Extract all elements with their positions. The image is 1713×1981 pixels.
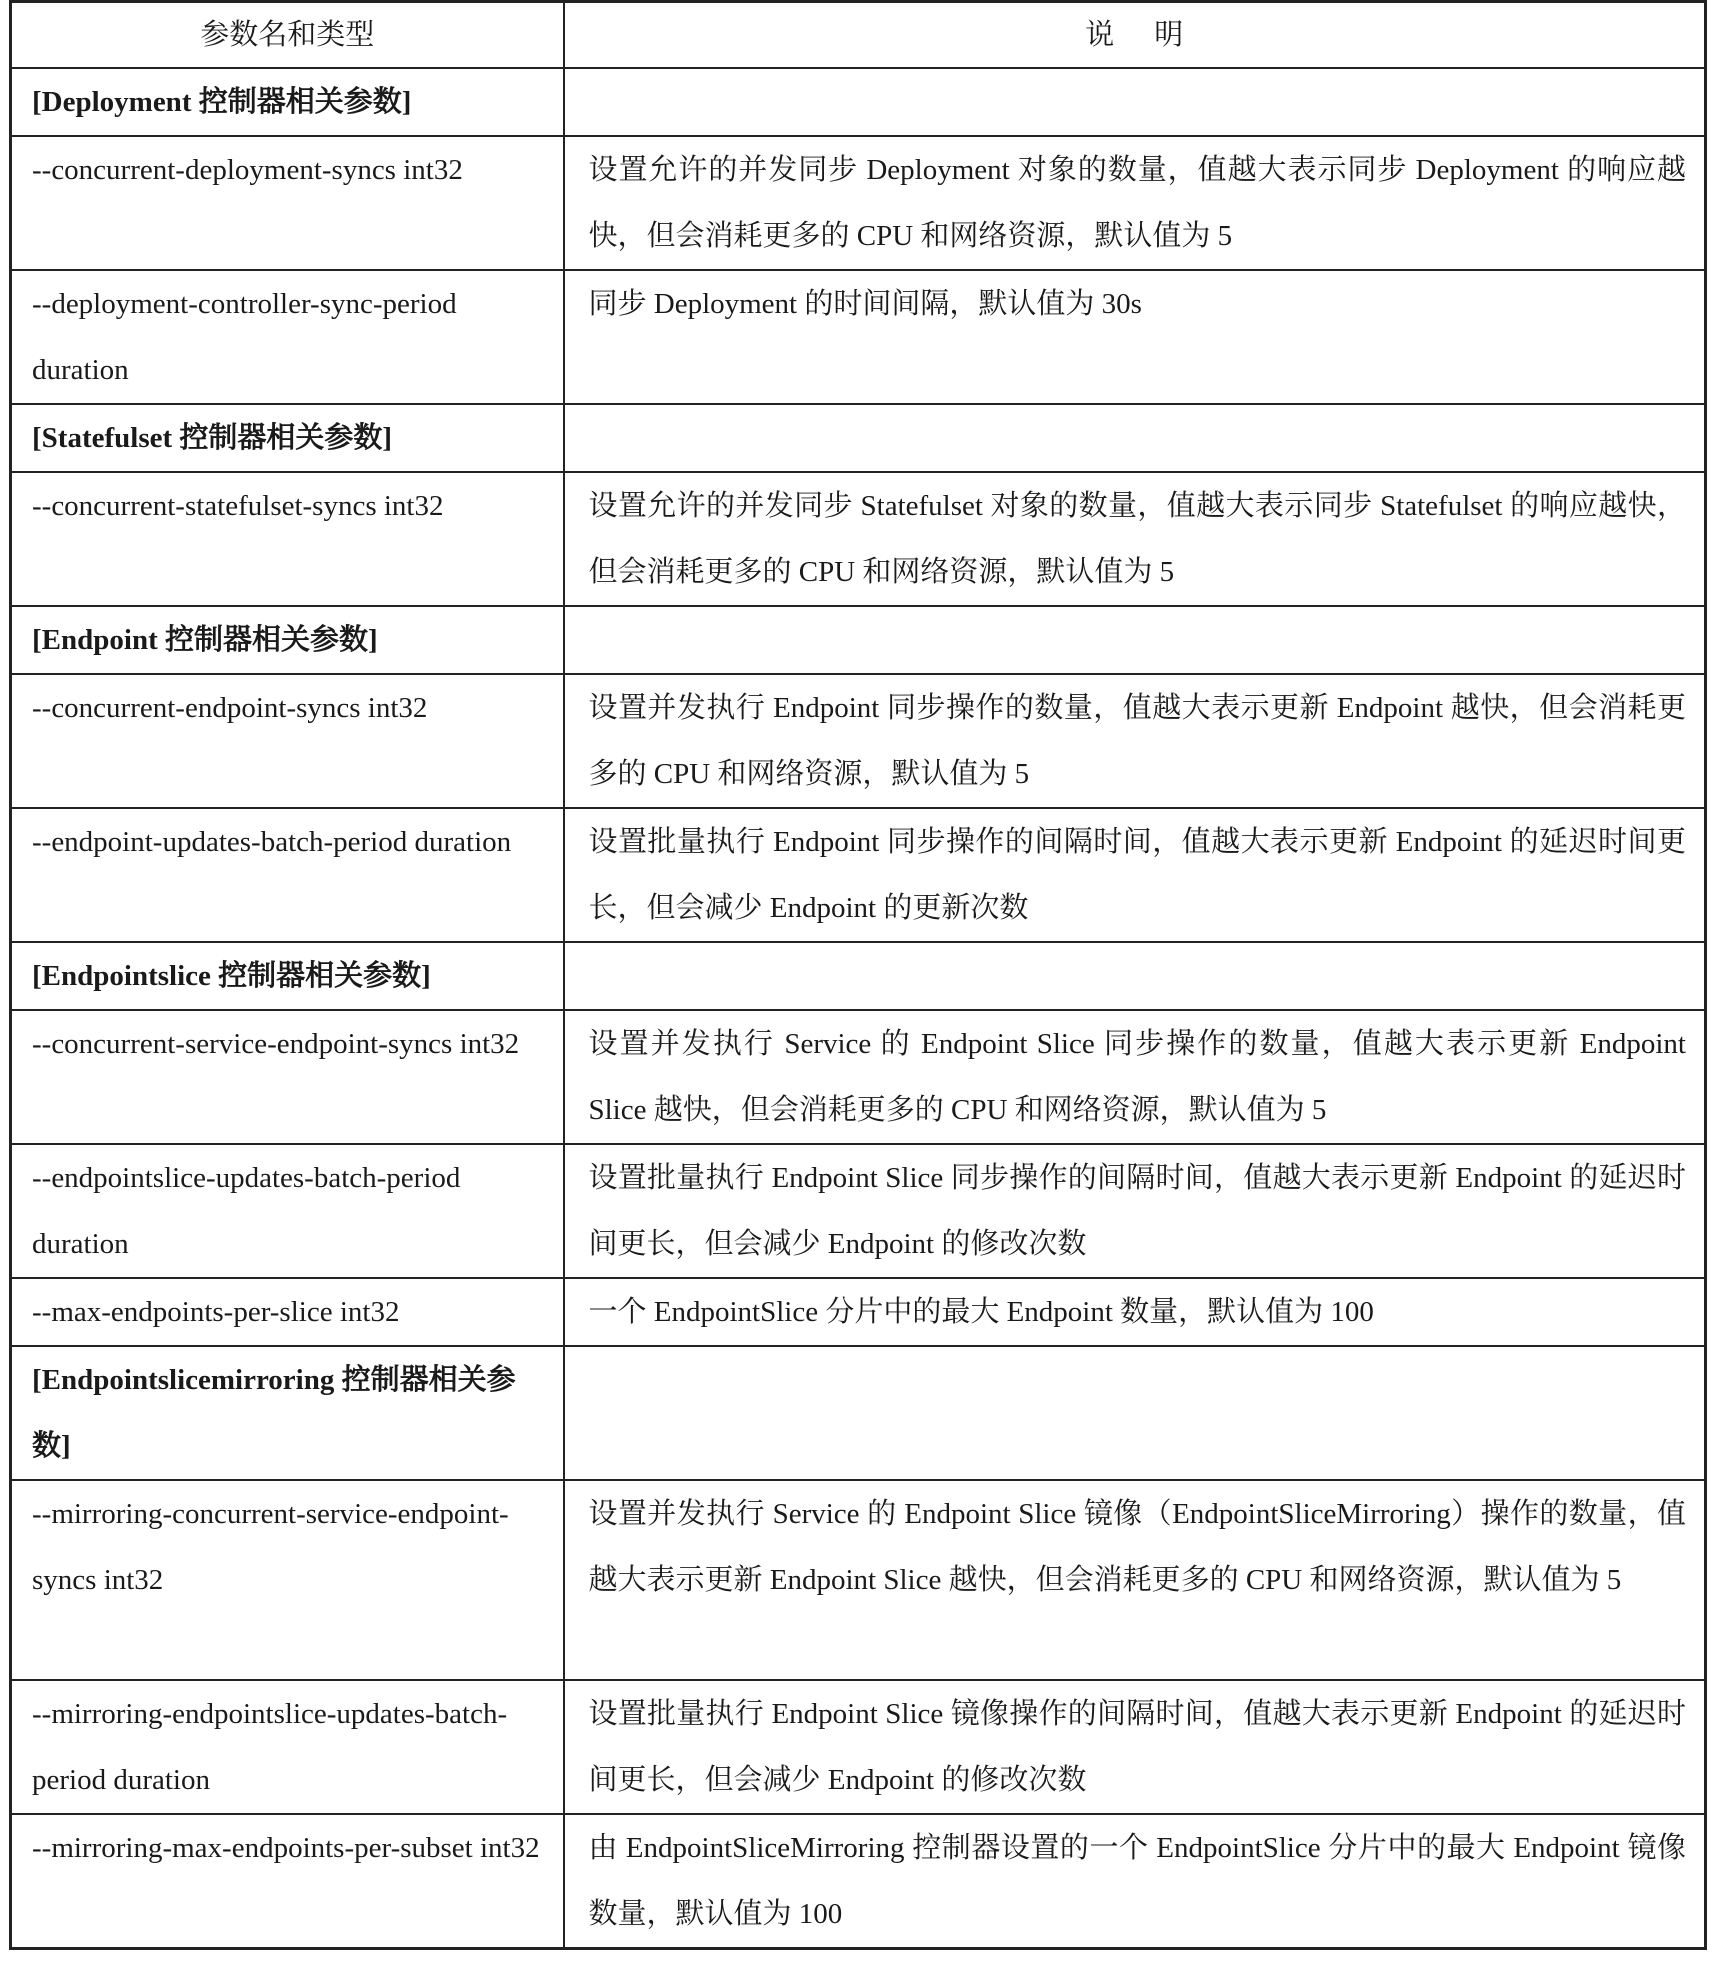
table-header-row — [11, 2, 1706, 69]
param-cell: --mirroring-concurrent-service-endpoint-syncs int32 — [11, 1480, 564, 1680]
parameter-table-container — [9, 0, 1704, 1950]
desc-cell: 设置并发执行 Service 的 Endpoint Slice 镜像（EndpointSliceMirroring）操作的数量，值越大表示更新 Endpoint Slice 越快，但会消耗更多的 CPU 和网络资源，默认值为 5 — [564, 1480, 1706, 1680]
desc-cell — [564, 942, 1706, 1010]
param-cell: --max-endpoints-per-slice int32 — [11, 1278, 564, 1346]
table-row — [11, 1480, 1706, 1680]
header-param: 参数名和类型 — [11, 2, 564, 69]
table-row — [11, 808, 1706, 942]
table-row — [11, 942, 1706, 1010]
table-row — [11, 1278, 1706, 1346]
param-cell: --concurrent-deployment-syncs int32 — [11, 136, 564, 270]
param-cell: --endpoint-updates-batch-period duration — [11, 808, 564, 942]
desc-cell: 设置允许的并发同步 Statefulset 对象的数量，值越大表示同步 Statefulset 的响应越快，但会消耗更多的 CPU 和网络资源，默认值为 5 — [564, 472, 1706, 606]
param-cell: --deployment-controller-sync-period duration — [11, 270, 564, 404]
table-row — [11, 674, 1706, 808]
table-row — [11, 1346, 1706, 1480]
param-cell: --endpointslice-updates-batch-period duration — [11, 1144, 564, 1278]
param-cell: [Deployment 控制器相关参数] — [11, 68, 564, 136]
desc-cell: 设置并发执行 Service 的 Endpoint Slice 同步操作的数量，值越大表示更新 Endpoint Slice 越快，但会消耗更多的 CPU 和网络资源，默认值为 5 — [564, 1010, 1706, 1144]
table-row — [11, 136, 1706, 270]
desc-cell — [564, 68, 1706, 136]
table-row — [11, 1680, 1706, 1814]
param-cell: [Endpoint 控制器相关参数] — [11, 606, 564, 674]
param-cell: [Statefulset 控制器相关参数] — [11, 404, 564, 472]
param-cell: [Endpointslice 控制器相关参数] — [11, 942, 564, 1010]
param-cell: --mirroring-endpointslice-updates-batch-period duration — [11, 1680, 564, 1814]
table-row — [11, 68, 1706, 136]
desc-cell: 设置批量执行 Endpoint Slice 镜像操作的间隔时间，值越大表示更新 Endpoint 的延迟时间更长，但会减少 Endpoint 的修改次数 — [564, 1680, 1706, 1814]
header-desc: 说明 — [564, 2, 1706, 69]
desc-cell: 一个 EndpointSlice 分片中的最大 Endpoint 数量，默认值为 100 — [564, 1278, 1706, 1346]
table-row — [11, 270, 1706, 404]
desc-cell — [564, 1346, 1706, 1480]
desc-cell: 由 EndpointSliceMirroring 控制器设置的一个 EndpointSlice 分片中的最大 Endpoint 镜像数量，默认值为 100 — [564, 1814, 1706, 1949]
table-row — [11, 472, 1706, 606]
table-row — [11, 1010, 1706, 1144]
param-cell: --concurrent-endpoint-syncs int32 — [11, 674, 564, 808]
desc-cell: 设置批量执行 Endpoint Slice 同步操作的间隔时间，值越大表示更新 Endpoint 的延迟时间更长，但会减少 Endpoint 的修改次数 — [564, 1144, 1706, 1278]
table-row — [11, 1814, 1706, 1949]
desc-cell: 设置并发执行 Endpoint 同步操作的数量，值越大表示更新 Endpoint 越快，但会消耗更多的 CPU 和网络资源，默认值为 5 — [564, 674, 1706, 808]
parameter-table — [9, 0, 1707, 1950]
desc-cell: 同步 Deployment 的时间间隔，默认值为 30s — [564, 270, 1706, 404]
table-body — [11, 68, 1706, 1949]
param-cell: --concurrent-service-endpoint-syncs int32 — [11, 1010, 564, 1144]
table-row — [11, 1144, 1706, 1278]
table-row — [11, 606, 1706, 674]
param-cell: [Endpointslicemirroring 控制器相关参数] — [11, 1346, 564, 1480]
param-cell: --mirroring-max-endpoints-per-subset int32 — [11, 1814, 564, 1949]
table-row — [11, 404, 1706, 472]
param-cell: --concurrent-statefulset-syncs int32 — [11, 472, 564, 606]
desc-cell — [564, 404, 1706, 472]
desc-cell: 设置批量执行 Endpoint 同步操作的间隔时间，值越大表示更新 Endpoint 的延迟时间更长，但会减少 Endpoint 的更新次数 — [564, 808, 1706, 942]
desc-cell: 设置允许的并发同步 Deployment 对象的数量，值越大表示同步 Deployment 的响应越快，但会消耗更多的 CPU 和网络资源，默认值为 5 — [564, 136, 1706, 270]
desc-cell — [564, 606, 1706, 674]
